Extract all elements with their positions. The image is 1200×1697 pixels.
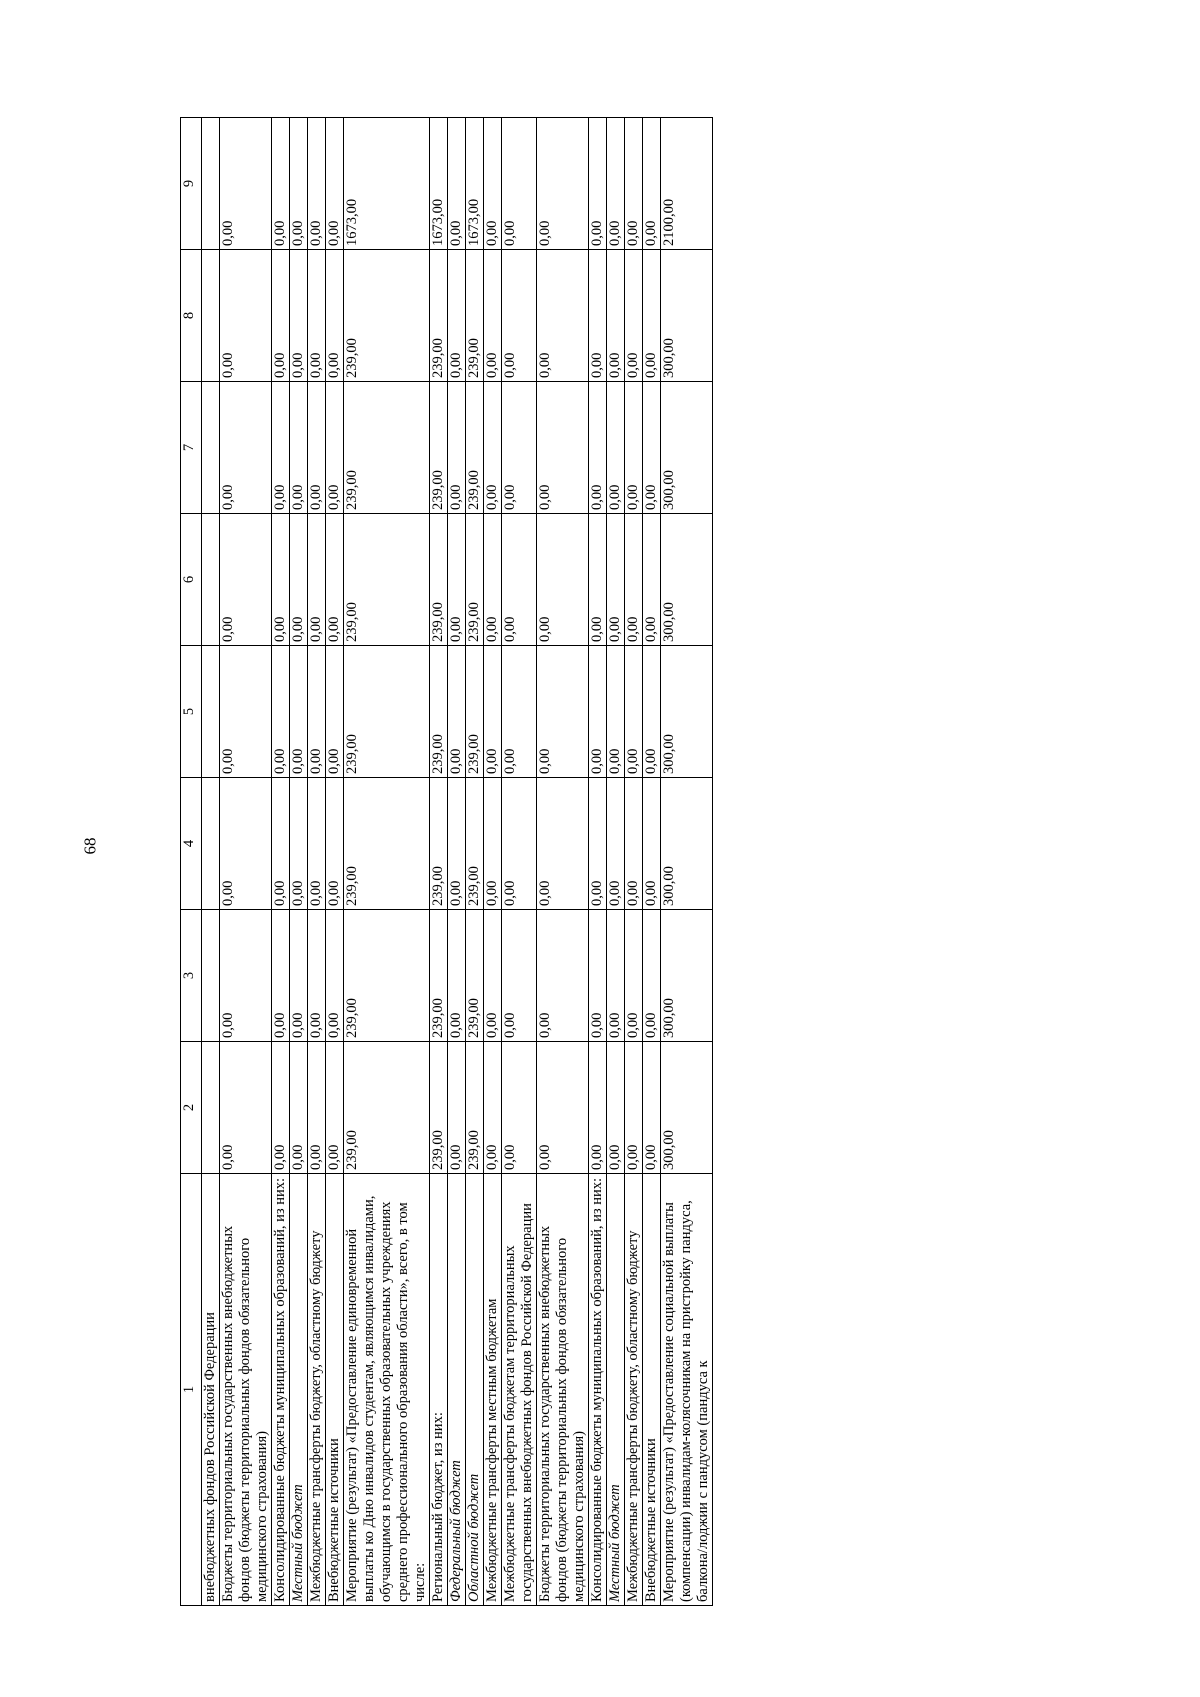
table-cell: 0,00 bbox=[448, 910, 466, 1042]
table-cell: 0,00 bbox=[607, 778, 625, 910]
table-cell: 0,00 bbox=[290, 250, 308, 382]
table-cell: 0,00 bbox=[290, 910, 308, 1042]
row-label: Мероприятие (результат) «Предоставление социальной выплаты (компенсации) инвалидам-колясочникам на пристройку пандуса, балкона/лоджии с пандусом (пандуса к bbox=[661, 1174, 713, 1606]
table-cell: 0,00 bbox=[220, 382, 272, 514]
table-cell: 0,00 bbox=[589, 382, 607, 514]
row-label: Межбюджетные трансферты бюджету, областному бюджету bbox=[625, 1174, 643, 1606]
table-cell: 0,00 bbox=[607, 118, 625, 250]
table-cell: 0,00 bbox=[537, 514, 589, 646]
table-cell bbox=[202, 646, 220, 778]
table-cell: 0,00 bbox=[589, 514, 607, 646]
table-cell: 0,00 bbox=[326, 250, 344, 382]
table-row bbox=[607, 118, 625, 1606]
table-cell: 0,00 bbox=[484, 382, 502, 514]
row-label: Бюджеты территориальных государственных внебюджетных фондов (бюджеты территориальных фондов обязательного медицинского страхования) bbox=[537, 1174, 589, 1606]
table-cell: 0,00 bbox=[502, 118, 537, 250]
table-cell: 0,00 bbox=[643, 118, 661, 250]
table-cell: 0,00 bbox=[484, 1042, 502, 1174]
table-cell bbox=[202, 1042, 220, 1174]
row-label: Региональный бюджет, из них: bbox=[430, 1174, 448, 1606]
table-cell: 0,00 bbox=[448, 1042, 466, 1174]
table-row bbox=[202, 118, 220, 1606]
table-cell: 0,00 bbox=[589, 910, 607, 1042]
table-row bbox=[537, 118, 589, 1606]
table-cell: 0,00 bbox=[308, 514, 326, 646]
table-cell: 0,00 bbox=[448, 118, 466, 250]
table-cell: 0,00 bbox=[220, 514, 272, 646]
table-cell bbox=[202, 778, 220, 910]
table-body bbox=[202, 118, 713, 1606]
table-cell: 0,00 bbox=[537, 250, 589, 382]
table-cell: 0,00 bbox=[643, 646, 661, 778]
row-label: Межбюджетные трансферты бюджетам территориальных государственных внебюджетных фондов Российской Федерации bbox=[502, 1174, 537, 1606]
table-cell: 0,00 bbox=[448, 250, 466, 382]
table-cell: 0,00 bbox=[607, 1042, 625, 1174]
table-cell: 0,00 bbox=[607, 646, 625, 778]
table-cell: 0,00 bbox=[272, 1042, 290, 1174]
table-cell: 239,00 bbox=[466, 382, 484, 514]
table-cell: 0,00 bbox=[308, 250, 326, 382]
row-label: внебюджетных фондов Российской Федерации bbox=[202, 1174, 220, 1606]
table-cell: 0,00 bbox=[448, 382, 466, 514]
table-cell: 0,00 bbox=[625, 382, 643, 514]
table-cell: 0,00 bbox=[625, 514, 643, 646]
table-row bbox=[502, 118, 537, 1606]
row-label: Внебюджетные источники bbox=[643, 1174, 661, 1606]
table-cell: 0,00 bbox=[537, 1042, 589, 1174]
table-cell: 0,00 bbox=[220, 910, 272, 1042]
table-cell: 0,00 bbox=[537, 646, 589, 778]
table-cell: 0,00 bbox=[272, 118, 290, 250]
row-label: Федеральный бюджет bbox=[448, 1174, 466, 1606]
table-cell: 0,00 bbox=[607, 382, 625, 514]
table-cell: 0,00 bbox=[308, 646, 326, 778]
table-cell: 0,00 bbox=[326, 382, 344, 514]
table-cell: 0,00 bbox=[272, 646, 290, 778]
table-row bbox=[625, 118, 643, 1606]
table-cell: 0,00 bbox=[625, 910, 643, 1042]
table-cell: 239,00 bbox=[466, 646, 484, 778]
table-cell: 0,00 bbox=[272, 250, 290, 382]
table-cell: 239,00 bbox=[344, 250, 430, 382]
column-header-6: 6 bbox=[181, 514, 202, 646]
table-cell: 1673,00 bbox=[344, 118, 430, 250]
table-cell: 0,00 bbox=[308, 778, 326, 910]
table-cell: 0,00 bbox=[502, 514, 537, 646]
table-cell: 0,00 bbox=[589, 250, 607, 382]
table-cell: 0,00 bbox=[484, 118, 502, 250]
table-cell: 0,00 bbox=[448, 514, 466, 646]
table-cell: 0,00 bbox=[607, 250, 625, 382]
row-label: Консолидированные бюджеты муниципальных образований, из них: bbox=[272, 1174, 290, 1606]
table-cell: 0,00 bbox=[220, 1042, 272, 1174]
table-cell: 0,00 bbox=[448, 778, 466, 910]
table-cell: 0,00 bbox=[484, 250, 502, 382]
table-row bbox=[661, 118, 713, 1606]
table-cell: 300,00 bbox=[661, 250, 713, 382]
table-cell: 0,00 bbox=[484, 910, 502, 1042]
row-label: Областной бюджет bbox=[466, 1174, 484, 1606]
table-cell: 0,00 bbox=[502, 1042, 537, 1174]
table-cell: 239,00 bbox=[430, 514, 448, 646]
table-cell: 0,00 bbox=[502, 778, 537, 910]
table-cell: 0,00 bbox=[220, 118, 272, 250]
column-header-7: 7 bbox=[181, 382, 202, 514]
table-cell: 0,00 bbox=[290, 646, 308, 778]
table-cell: 239,00 bbox=[466, 778, 484, 910]
table-cell: 0,00 bbox=[643, 1042, 661, 1174]
column-header-5: 5 bbox=[181, 646, 202, 778]
budget-table bbox=[180, 117, 713, 1606]
table-cell: 239,00 bbox=[430, 250, 448, 382]
rotated-table-container bbox=[180, 118, 713, 1606]
table-cell: 0,00 bbox=[308, 118, 326, 250]
table-cell: 0,00 bbox=[607, 514, 625, 646]
table-cell: 239,00 bbox=[344, 514, 430, 646]
table-row bbox=[326, 118, 344, 1606]
table-row bbox=[220, 118, 272, 1606]
table-cell: 239,00 bbox=[430, 910, 448, 1042]
table-cell: 0,00 bbox=[290, 778, 308, 910]
table-cell bbox=[202, 250, 220, 382]
table-cell: 0,00 bbox=[290, 1042, 308, 1174]
table-cell: 0,00 bbox=[625, 646, 643, 778]
table-cell: 239,00 bbox=[344, 382, 430, 514]
table-cell: 0,00 bbox=[272, 778, 290, 910]
table-cell: 239,00 bbox=[344, 1042, 430, 1174]
row-label: Местный бюджет bbox=[290, 1174, 308, 1606]
column-header-1: 1 bbox=[181, 1174, 202, 1606]
table-cell: 239,00 bbox=[466, 1042, 484, 1174]
column-header-4: 4 bbox=[181, 778, 202, 910]
table-cell: 2100,00 bbox=[661, 118, 713, 250]
table-header-row bbox=[181, 118, 202, 1606]
table-cell: 0,00 bbox=[502, 646, 537, 778]
table-cell: 0,00 bbox=[220, 778, 272, 910]
table-cell: 239,00 bbox=[430, 778, 448, 910]
table-row bbox=[466, 118, 484, 1606]
table-row bbox=[344, 118, 430, 1606]
table-cell: 239,00 bbox=[430, 646, 448, 778]
page-number: 68 bbox=[80, 837, 100, 855]
table-cell: 0,00 bbox=[537, 118, 589, 250]
table-cell: 0,00 bbox=[448, 646, 466, 778]
table-row bbox=[484, 118, 502, 1606]
table-cell: 0,00 bbox=[589, 646, 607, 778]
table-cell: 0,00 bbox=[537, 382, 589, 514]
table-cell: 300,00 bbox=[661, 382, 713, 514]
table-cell: 0,00 bbox=[290, 514, 308, 646]
table-cell: 0,00 bbox=[272, 910, 290, 1042]
table-cell: 0,00 bbox=[326, 118, 344, 250]
table-row bbox=[272, 118, 290, 1606]
table-row bbox=[308, 118, 326, 1606]
table-cell: 239,00 bbox=[466, 910, 484, 1042]
row-label: Бюджеты территориальных государственных внебюджетных фондов (бюджеты территориальных фондов обязательного медицинского страхования) bbox=[220, 1174, 272, 1606]
table-cell: 0,00 bbox=[625, 778, 643, 910]
table-cell: 0,00 bbox=[625, 250, 643, 382]
table-cell: 0,00 bbox=[272, 514, 290, 646]
table-cell: 300,00 bbox=[661, 910, 713, 1042]
table-cell: 0,00 bbox=[502, 250, 537, 382]
table-row bbox=[430, 118, 448, 1606]
table-cell: 0,00 bbox=[484, 646, 502, 778]
table-row bbox=[589, 118, 607, 1606]
table-cell: 239,00 bbox=[466, 514, 484, 646]
table-cell: 0,00 bbox=[220, 250, 272, 382]
table-cell: 239,00 bbox=[430, 382, 448, 514]
table-cell: 0,00 bbox=[643, 250, 661, 382]
table-cell: 1673,00 bbox=[430, 118, 448, 250]
table-cell: 0,00 bbox=[290, 118, 308, 250]
table-cell: 0,00 bbox=[502, 382, 537, 514]
table-cell: 0,00 bbox=[326, 1042, 344, 1174]
table-cell: 239,00 bbox=[344, 910, 430, 1042]
table-cell: 300,00 bbox=[661, 778, 713, 910]
table-cell: 0,00 bbox=[643, 910, 661, 1042]
table-cell: 0,00 bbox=[326, 778, 344, 910]
table-cell: 0,00 bbox=[326, 646, 344, 778]
table-cell: 0,00 bbox=[308, 910, 326, 1042]
table-cell: 0,00 bbox=[484, 514, 502, 646]
table-cell: 0,00 bbox=[220, 646, 272, 778]
table-cell bbox=[202, 910, 220, 1042]
row-label: Межбюджетные трансферты местным бюджетам bbox=[484, 1174, 502, 1606]
table-cell: 300,00 bbox=[661, 514, 713, 646]
table-cell: 239,00 bbox=[466, 250, 484, 382]
row-label: Межбюджетные трансферты бюджету, областному бюджету bbox=[308, 1174, 326, 1606]
table-cell: 0,00 bbox=[308, 382, 326, 514]
row-label: Консолидированные бюджеты муниципальных образований, из них: bbox=[589, 1174, 607, 1606]
table-cell: 0,00 bbox=[502, 910, 537, 1042]
table-cell: 0,00 bbox=[643, 514, 661, 646]
table-cell: 0,00 bbox=[643, 382, 661, 514]
table-cell: 0,00 bbox=[272, 382, 290, 514]
table-row bbox=[448, 118, 466, 1606]
table-cell: 300,00 bbox=[661, 646, 713, 778]
table-cell: 0,00 bbox=[589, 778, 607, 910]
table-cell: 0,00 bbox=[290, 382, 308, 514]
table-cell: 239,00 bbox=[430, 1042, 448, 1174]
row-label: Внебюджетные источники bbox=[326, 1174, 344, 1606]
table-cell: 0,00 bbox=[643, 778, 661, 910]
table-cell: 0,00 bbox=[537, 778, 589, 910]
row-label: Местный бюджет bbox=[607, 1174, 625, 1606]
table-cell bbox=[202, 514, 220, 646]
column-header-9: 9 bbox=[181, 118, 202, 250]
column-header-3: 3 bbox=[181, 910, 202, 1042]
table-cell: 0,00 bbox=[589, 1042, 607, 1174]
table-cell: 0,00 bbox=[625, 1042, 643, 1174]
table-cell: 0,00 bbox=[625, 118, 643, 250]
table-cell: 0,00 bbox=[326, 910, 344, 1042]
table-cell bbox=[202, 118, 220, 250]
table-cell: 0,00 bbox=[537, 910, 589, 1042]
row-label: Мероприятие (результат) «Предоставление единовременной выплаты ко Дню инвалидов студентам, являющимся инвалидами, обучающимся в государственных образовательных учреждениях среднего профессионального образования области», всего, в том числе: bbox=[344, 1174, 430, 1606]
table-cell: 239,00 bbox=[344, 646, 430, 778]
table-cell: 300,00 bbox=[661, 1042, 713, 1174]
table-cell: 0,00 bbox=[589, 118, 607, 250]
table-cell: 0,00 bbox=[308, 1042, 326, 1174]
table-cell: 1673,00 bbox=[466, 118, 484, 250]
table-row bbox=[643, 118, 661, 1606]
table-cell: 239,00 bbox=[344, 778, 430, 910]
table-cell bbox=[202, 382, 220, 514]
table-cell: 0,00 bbox=[484, 778, 502, 910]
column-header-8: 8 bbox=[181, 250, 202, 382]
table-cell: 0,00 bbox=[607, 910, 625, 1042]
table-row bbox=[290, 118, 308, 1606]
table-cell: 0,00 bbox=[326, 514, 344, 646]
column-header-2: 2 bbox=[181, 1042, 202, 1174]
